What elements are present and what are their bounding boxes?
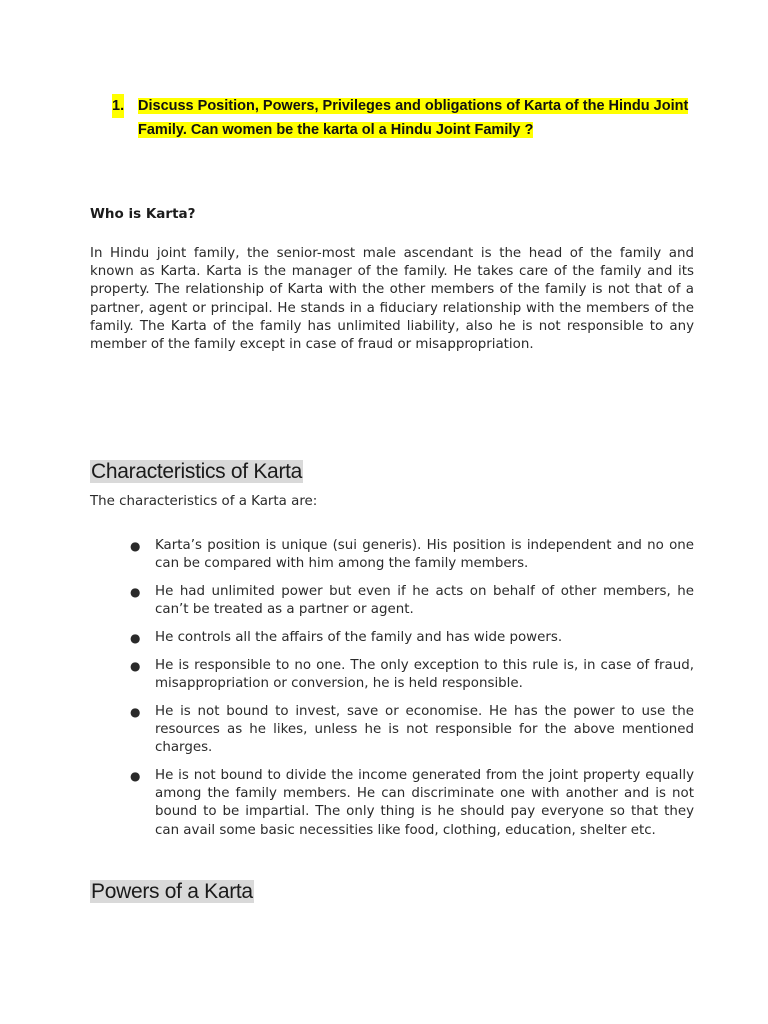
list-item-text: He had unlimited power but even if he acts on behalf of other members, he can’t be treated as a partner or agent. — [155, 584, 694, 618]
question-text-container — [138, 94, 712, 142]
characteristics-intro: The characteristics of a Karta are: — [90, 494, 318, 509]
list-item — [130, 767, 694, 840]
who-is-karta-paragraph: In Hindu joint family, the senior-most male ascendant is the head of the family and known as Karta. Karta is the manager of the family. He takes care of the family and its property. The relationship of Karta with the other members of the family is not that of a partner, agent or principal. He stands in a fiduciary relationship with the members of the family. The Karta of the family has unlimited liability, also he is not responsible to any member of the family except in case of fraud or misappropriation. — [90, 246, 694, 353]
powers-heading-text: Powers of a Karta — [91, 880, 253, 903]
characteristics-heading — [90, 458, 303, 485]
bullet-icon: ● — [130, 769, 141, 783]
bullet-icon: ● — [130, 539, 141, 553]
list-item — [130, 583, 694, 619]
list-item — [130, 703, 694, 758]
list-item — [130, 629, 694, 647]
list-item-text: He controls all the affairs of the family and has wide powers. — [155, 630, 563, 645]
powers-heading — [90, 878, 254, 905]
characteristics-heading-text: Characteristics of Karta — [91, 460, 303, 483]
list-item-text: Karta’s position is unique (sui generis). His position is independent and no one can be compared with him among the family members. — [155, 538, 694, 572]
list-item — [130, 657, 694, 693]
question-number: 1. — [112, 94, 124, 118]
list-item-text: He is responsible to no one. The only exception to this rule is, in case of fraud, misappropriation or conversion, he is held responsible. — [155, 657, 694, 691]
characteristics-list — [130, 537, 694, 849]
bullet-icon: ● — [130, 658, 141, 673]
bullet-icon: ● — [130, 704, 141, 719]
question-text: Discuss Position, Powers, Privileges and obligations of Karta of the Hindu Joint Family. Can women be the karta ol a Hindu Joint Family ? — [138, 98, 689, 138]
question-block — [112, 94, 712, 142]
list-item-text: He is not bound to divide the income generated from the joint property equally among the family members. He can discriminate one with another and is not bound to be impartial. The only thing is he should pay everyone so that they can avail some basic necessities like food, clothing, education, shelter etc. — [155, 768, 694, 838]
list-item-text: He is not bound to invest, save or economise. He has the power to use the resources as he likes, unless he is not responsible for the above mentioned charges. — [155, 703, 694, 756]
bullet-icon: ● — [130, 631, 141, 645]
list-item — [130, 537, 694, 573]
bullet-icon: ● — [130, 585, 141, 599]
who-is-karta-heading: Who is Karta? — [90, 206, 196, 222]
